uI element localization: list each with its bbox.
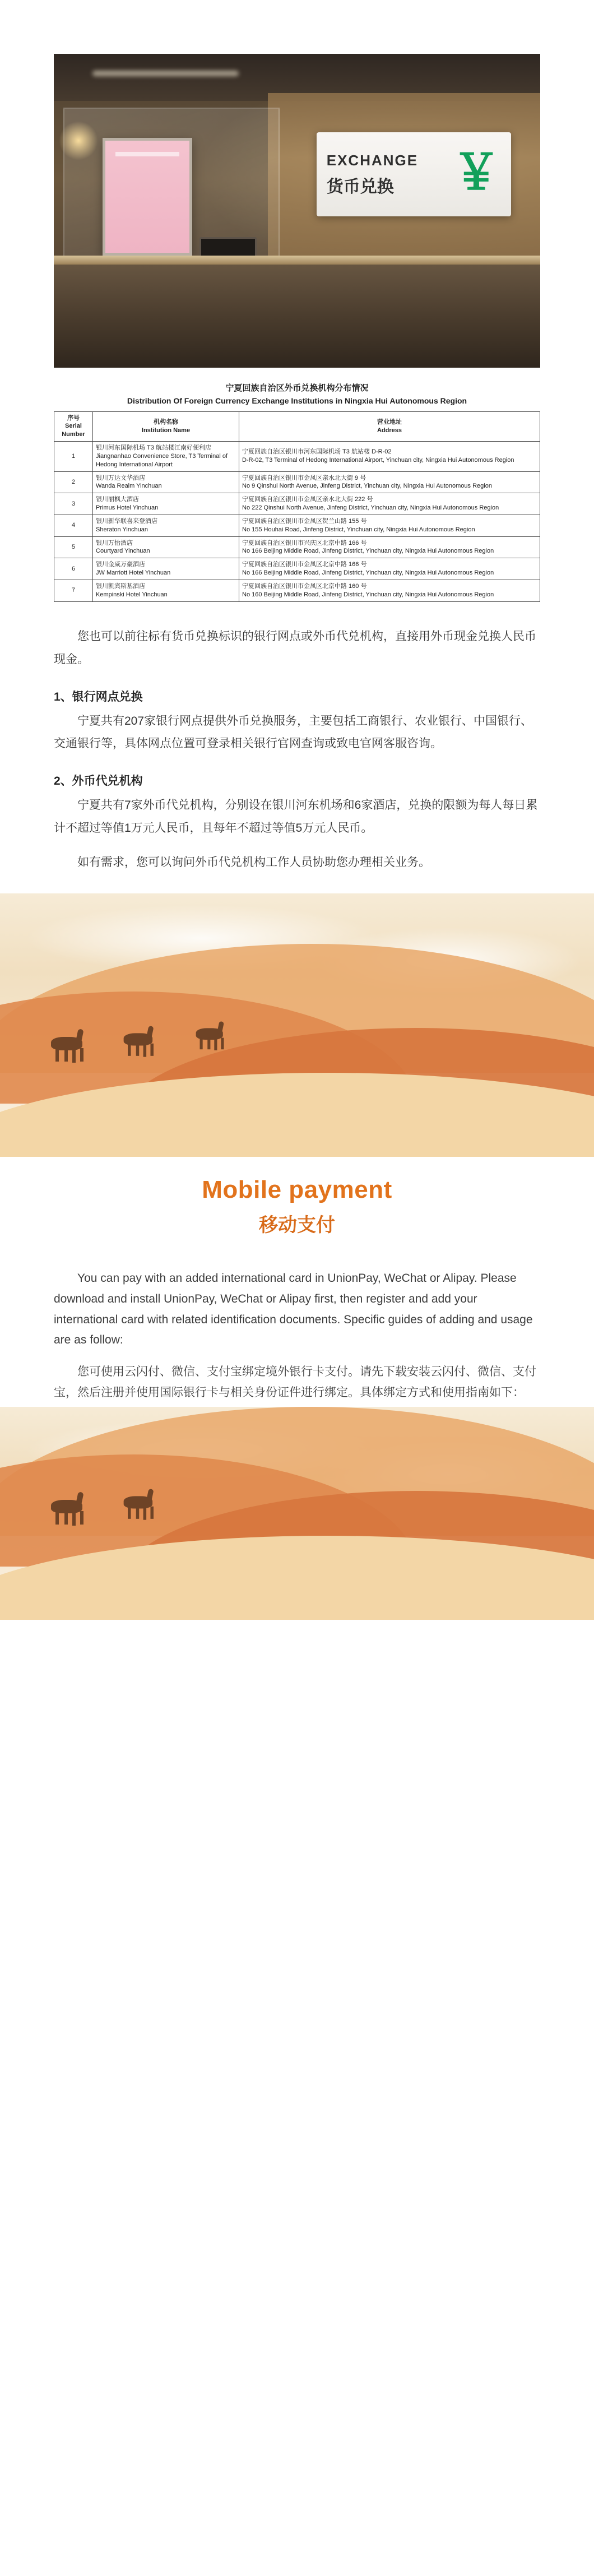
exchange-counter-photo — [54, 54, 540, 368]
cell-name: 银川金威万豪酒店 JW Marriott Hotel Yinchuan — [93, 558, 239, 580]
desert-caravan-illustration — [0, 893, 594, 1157]
cell-address: 宁夏回族自治区银川市兴庆区北京中路 166 号 No 166 Beijing Middle Road, Jinfeng District, Yinchuan city, Ningxia Hui Autonomous Region — [239, 536, 540, 558]
cell-serial: 1 — [54, 442, 93, 472]
heading-chinese: 移动支付 — [259, 1215, 335, 1236]
photo-easel-sign — [103, 138, 192, 256]
cell-address: 宁夏回族自治区银川市金凤区亲水北大街 9 号 No 9 Qinshui North Avenue, Jinfeng District, Yinchuan city, Ningxia Hui Autonomous Region — [239, 471, 540, 493]
signboard-english-text: EXCHANGE — [326, 151, 419, 169]
table-row — [54, 471, 540, 493]
camel-icon — [193, 1022, 231, 1050]
exchange-signboard — [317, 132, 511, 216]
cell-name: 银川万达文华酒店 Wanda Realm Yinchuan — [93, 471, 239, 493]
desert-caravan-illustration-bottom — [0, 1407, 594, 1620]
section-1-title: 1、银行网点兑换 — [54, 690, 143, 703]
cell-serial: 2 — [54, 471, 93, 493]
section-1-body: 宁夏共有207家银行网点提供外币兑换服务，主要包括工商银行、农业银行、中国银行、交通银行等，具体网点位置可登录相关银行官网查询或致电官网客服咨询。 — [54, 714, 533, 750]
camel-icon — [120, 1490, 161, 1519]
mobile-payment-heading — [0, 1176, 594, 1237]
heading-english: Mobile payment — [202, 1176, 392, 1204]
table-row — [54, 493, 540, 515]
header-address: 营业地址 Address — [239, 411, 540, 442]
table-title — [54, 382, 540, 407]
photo-background — [54, 54, 540, 368]
cell-address: 宁夏回族自治区银川市金凤区北京中路 166 号 No 166 Beijing Middle Road, Jinfeng District, Yinchuan city, Ningxia Hui Autonomous Region — [239, 558, 540, 580]
section-2-body: 宁夏共有7家外币代兑机构，分别设在银川河东机场和6家酒店，兑换的限额为每人每日累计不超过等值1万元人民币，且每年不超过等值5万元人民币。 — [54, 799, 538, 835]
signboard-chinese-text: 货币兑换 — [326, 177, 394, 196]
intro-paragraph: 您也可以前往标有货币兑换标识的银行网点或外币代兑机构，直接用外币现金兑换人民币现金。 — [54, 629, 536, 666]
table-row — [54, 442, 540, 472]
spacer — [54, 1354, 540, 1362]
exchange-instructions-text — [54, 626, 540, 874]
table-row — [54, 580, 540, 602]
cell-address: 宁夏回族自治区银川市河东国际机场 T3 航站楼 D-R-02 D-R-02, T3 Terminal of Hedong International Airport, Yinchuan city, Ningxia Hui Autonomous Region — [239, 442, 540, 472]
photo-counter-desk — [54, 256, 540, 368]
cell-address: 宁夏回族自治区银川市金凤区北京中路 160 号 No 160 Beijing Middle Road, Jinfeng District, Yinchuan city, Ningxia Hui Autonomous Region — [239, 580, 540, 602]
spacer — [54, 1261, 540, 1268]
table-title-cn: 宁夏回族自治区外币兑换机构分布情况 — [225, 383, 369, 393]
cell-serial: 6 — [54, 558, 93, 580]
exchange-institutions-table-block — [54, 382, 540, 602]
cell-serial: 7 — [54, 580, 93, 602]
cell-name: 银川丽枫大酒店 Primus Hotel Yinchuan — [93, 493, 239, 515]
closing-paragraph: 如有需求，您可以询问外币代兑机构工作人员协助您办理相关业务。 — [77, 856, 430, 869]
camel-icon — [48, 1030, 91, 1063]
camel-icon — [120, 1027, 161, 1057]
cell-name: 银川凯宾斯基酒店 Kempinski Hotel Yinchuan — [93, 580, 239, 602]
exchange-institutions-table — [54, 411, 540, 602]
cell-name: 银川河东国际机场 T3 航站楼江南好便利店 Jiangnanhao Convenience Store, T3 Terminal of Hedong International Airport — [93, 442, 239, 472]
cell-address: 宁夏回族自治区银川市金凤区亲水北大街 222 号 No 222 Qinshui North Avenue, Jinfeng District, Yinchuan city, Ningxia Hui Autonomous Region — [239, 493, 540, 515]
header-institution-name: 机构名称 Institution Name — [93, 411, 239, 442]
currency-yen-icon: ￥ — [452, 146, 500, 200]
table-row — [54, 515, 540, 536]
table-row — [54, 536, 540, 558]
table-row — [54, 558, 540, 580]
cell-name: 银川万怡酒店 Courtyard Yinchuan — [93, 536, 239, 558]
camel-icon — [48, 1493, 91, 1526]
cell-name: 银川新华联喜来登酒店 Sheraton Yinchuan — [93, 515, 239, 536]
table-title-en: Distribution Of Foreign Currency Exchange Institutions in Ningxia Hui Autonomous Region — [127, 396, 467, 405]
table-header-row — [54, 411, 540, 442]
cell-serial: 4 — [54, 515, 93, 536]
header-serial-number: 序号 Serial Number — [54, 411, 93, 442]
cell-address: 宁夏回族自治区银川市金凤区贺兰山路 155 号 No 155 Houhai Road, Jinfeng District, Yinchuan city, Ningxia Hui Autonomous Region — [239, 515, 540, 536]
mobile-paragraph-cn: 您可使用云闪付、微信、支付宝绑定境外银行卡支付。请先下载安装云闪付、微信、支付宝，然后注册并使用国际银行卡与相关身份证件进行绑定。具体绑定方式和使用指南如下： — [54, 1365, 536, 1399]
cell-serial: 5 — [54, 536, 93, 558]
cell-serial: 3 — [54, 493, 93, 515]
spacer — [54, 844, 540, 851]
section-2-title: 2、外币代兑机构 — [54, 775, 143, 788]
mobile-paragraph-en: You can pay with an added international card in UnionPay, WeChat or Alipay. Please download and install UnionPay, WeChat or Alipay first, then register and add your international card with related identification documents. Specific guides of adding and usage are as follow: — [54, 1272, 533, 1347]
mobile-payment-text — [54, 1261, 540, 1403]
photo-lamp-glow — [59, 121, 98, 160]
